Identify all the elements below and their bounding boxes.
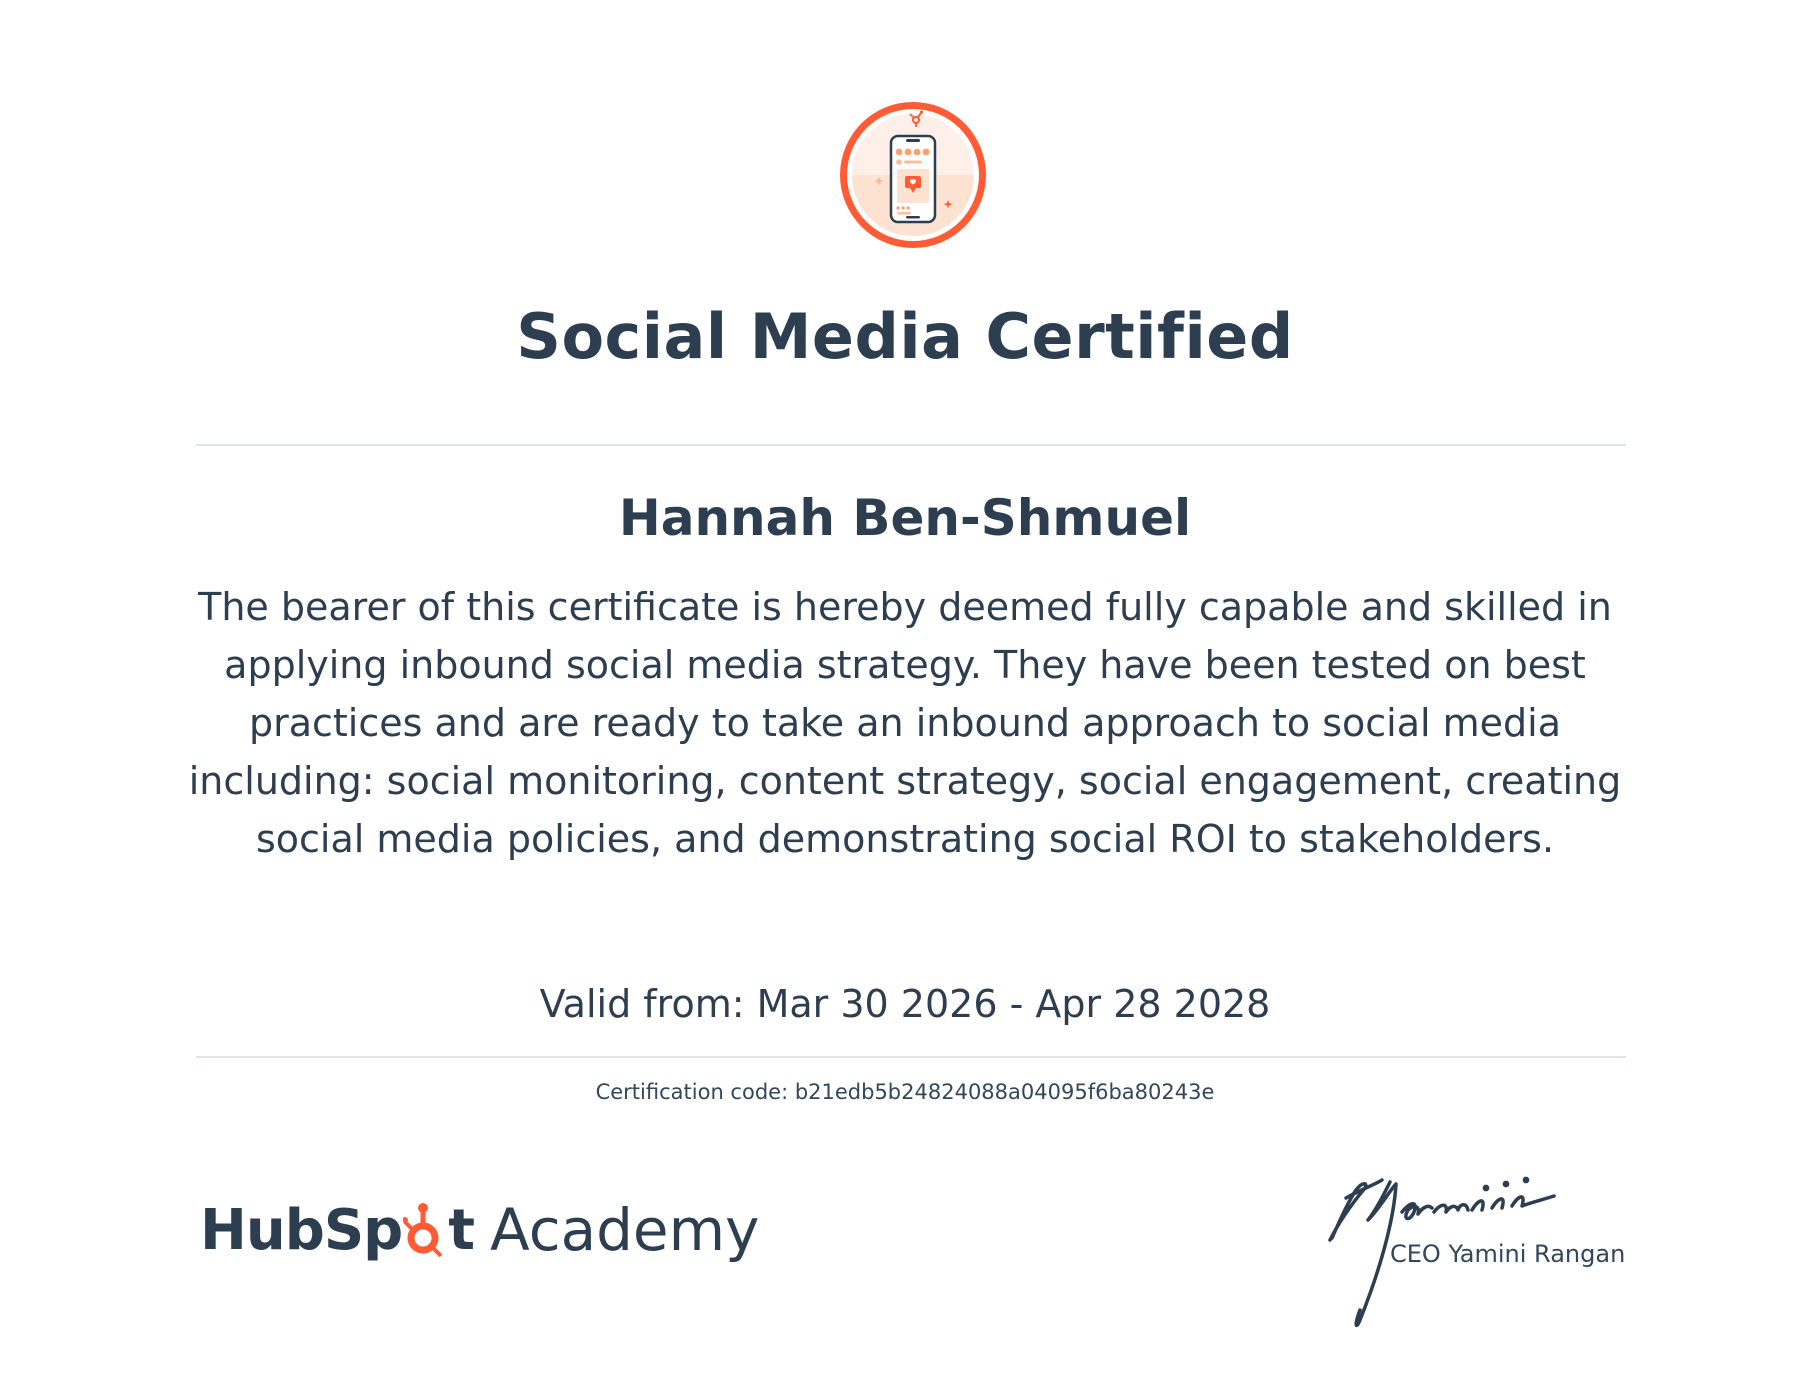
smartphone-social-icon <box>836 98 990 252</box>
certification-badge <box>836 98 990 252</box>
top-divider <box>196 444 1626 446</box>
logo-hub-text: HubSp <box>200 1197 403 1263</box>
recipient-name: Hannah Ben-Shmuel <box>618 489 1192 547</box>
logo-academy-text: Academy <box>490 1196 760 1264</box>
certificate-description: The bearer of this certificate is hereby deemed fully capable and skilled in applying inbound social media strategy. They have been tested on best practices and are ready to take an inbound approach to social media including: social monitoring, content strategy, social engagement, creating social media policies, and demonstrating social ROI to stakeholders. <box>188 585 1622 861</box>
validity-period: Valid from: Mar 30 2026 - Apr 28 2028 <box>539 982 1271 1026</box>
certification-code: Certification code: b21edb5b24824088a04095f6ba80243e <box>595 1080 1215 1104</box>
hubspot-academy-logo <box>200 1190 759 1270</box>
sprocket-icon <box>403 1200 447 1260</box>
signatory-title: CEO Yamini Rangan <box>1390 1240 1626 1268</box>
logo-t-text: t <box>448 1197 475 1263</box>
certificate-title: Social Media Certified <box>516 300 1294 373</box>
bottom-divider <box>196 1056 1626 1058</box>
